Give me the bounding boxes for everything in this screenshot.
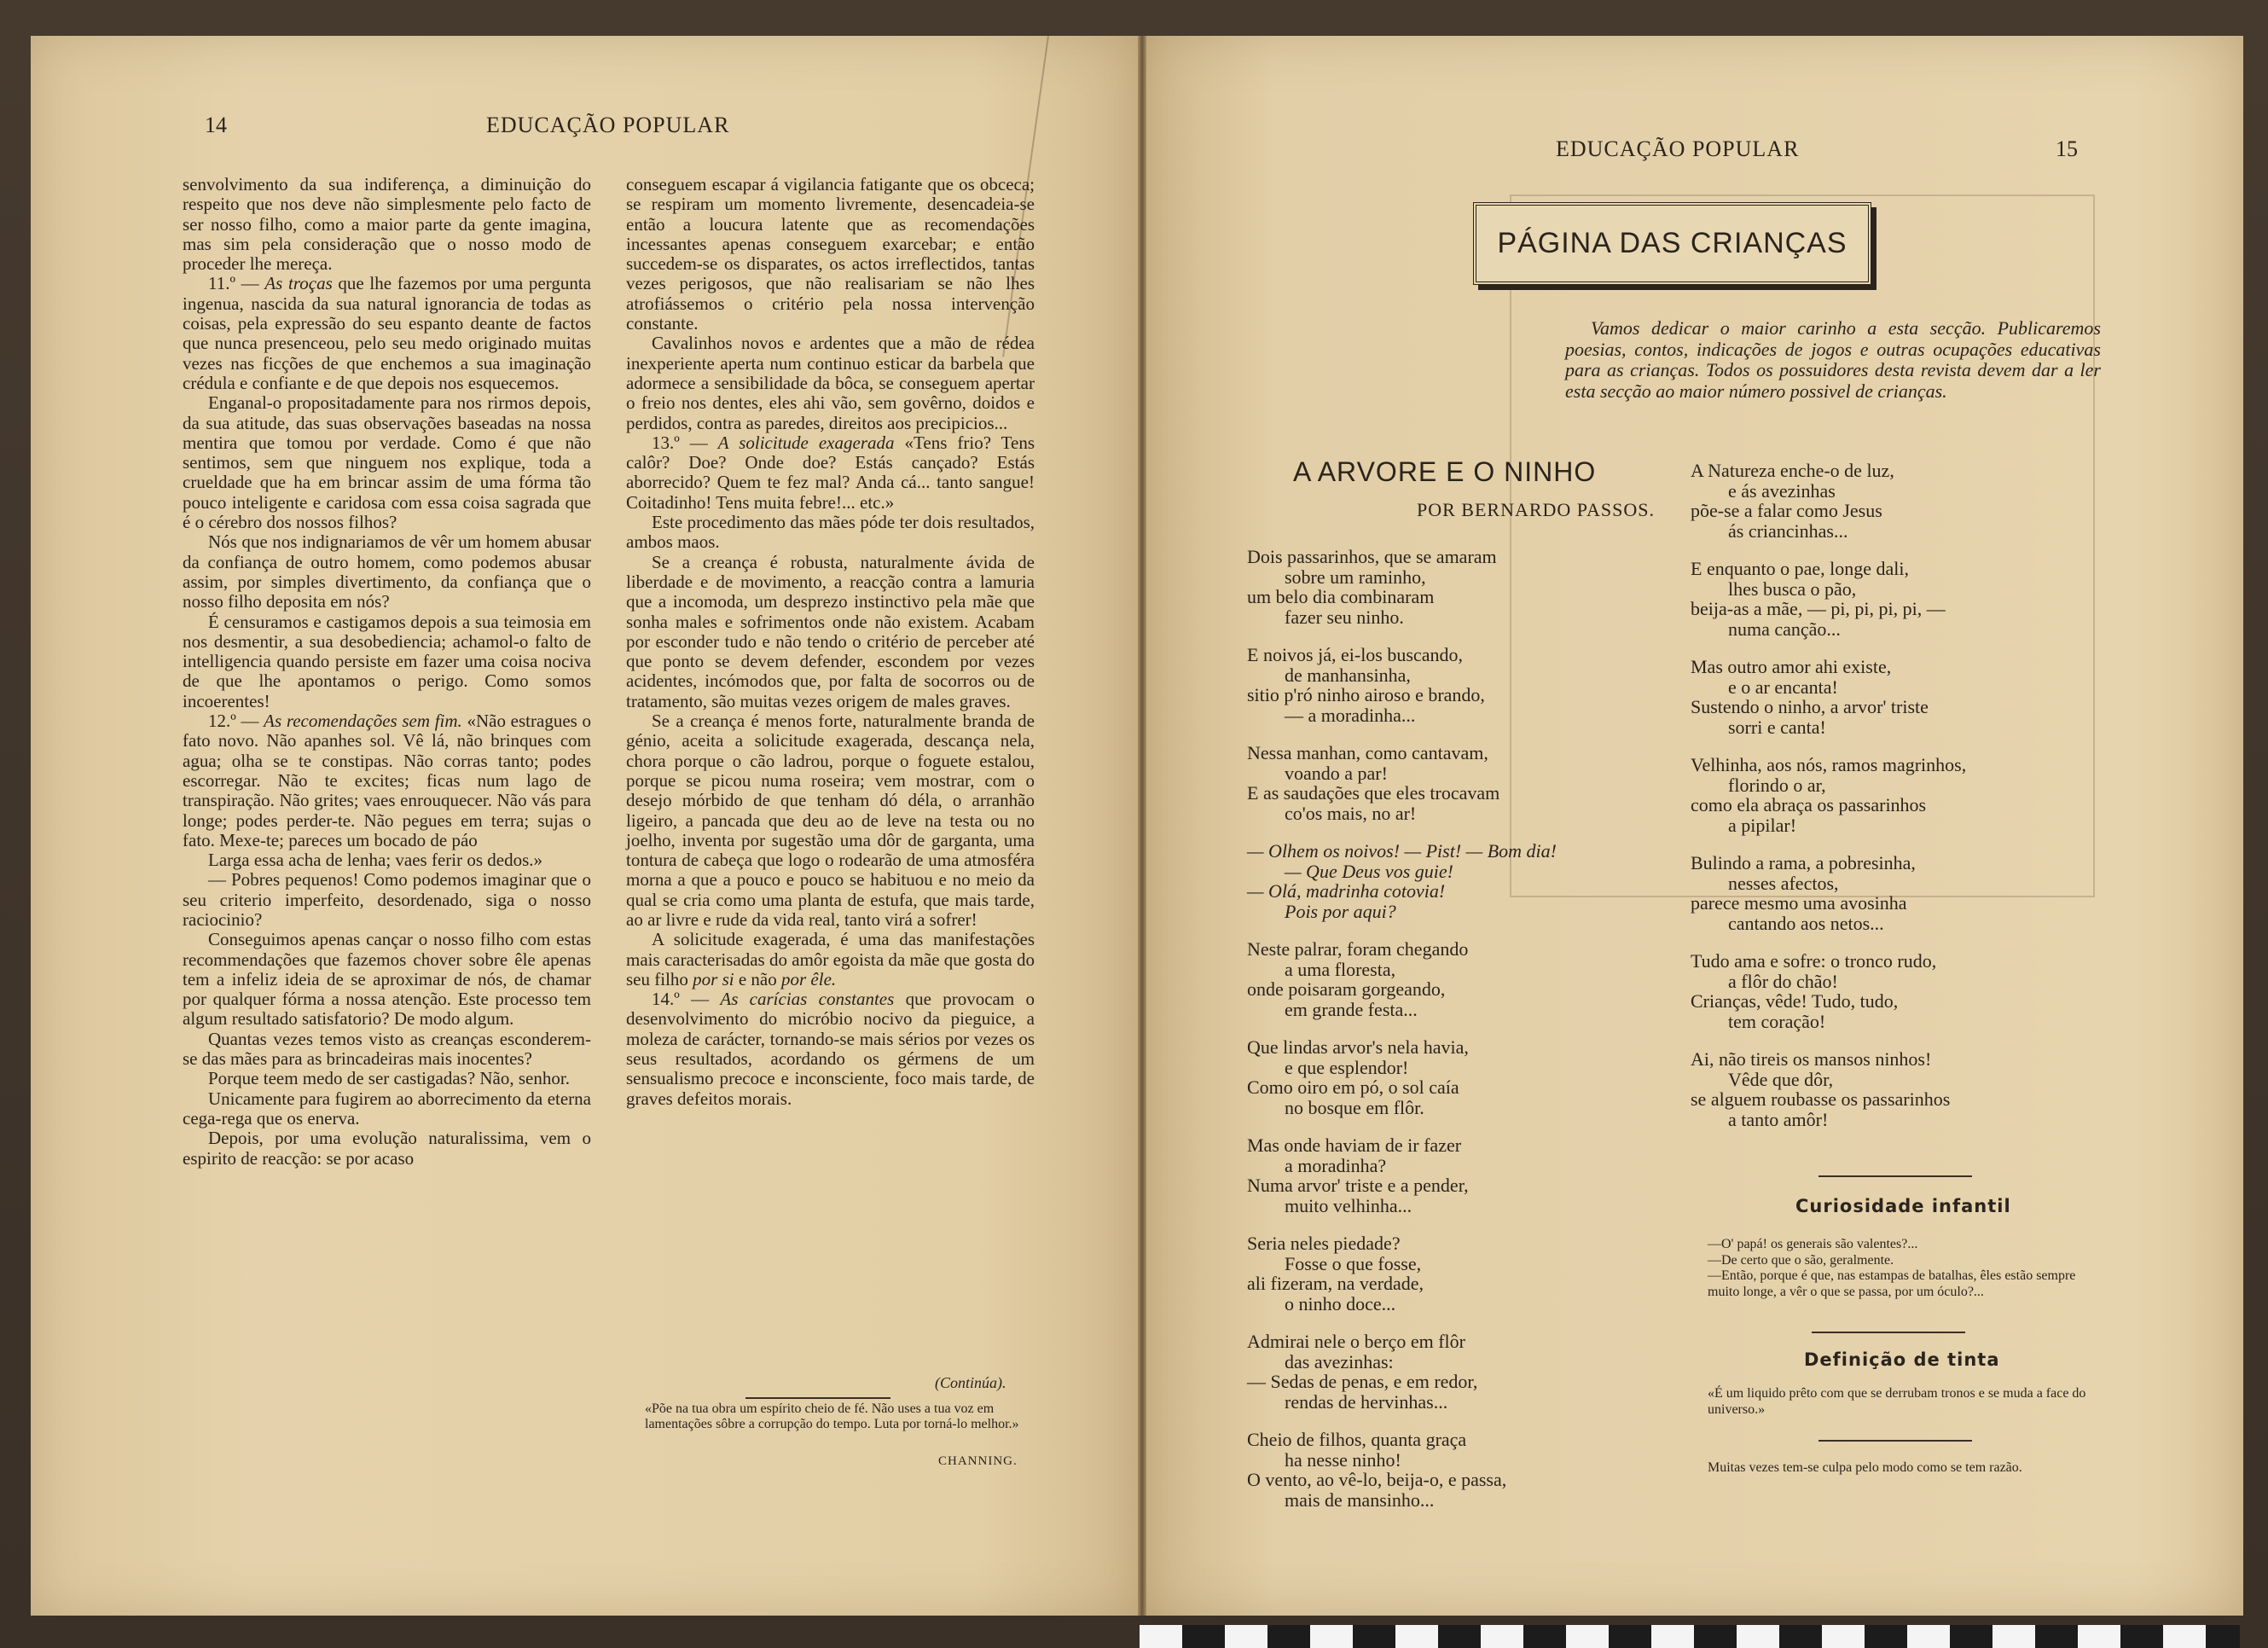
paragraph-text: Este procedimento das mães póde ter dois resultados, ambos maos. bbox=[626, 512, 1035, 553]
poem-line: Vêde que dôr, bbox=[1728, 1068, 1834, 1090]
separator-rule-3 bbox=[1818, 1440, 1972, 1442]
paragraph-text: É censuramos e castigamos depois a sua teimosia em nos desmentir, a sua desobediencia; achamol-o falto de intelligencia quando persiste em fazer uma coisa nociva de que lhe apontamos o perigo. Como somos incoerentes! bbox=[183, 611, 591, 711]
poem-line: co'os mais, no ar! bbox=[1285, 802, 1417, 824]
emphasis: por êle. bbox=[781, 968, 837, 989]
poem-line: ali fizeram, na verdade, bbox=[1247, 1273, 1424, 1294]
paragraph bbox=[183, 1129, 591, 1169]
paragraph-text: que provocam o desenvolvimento do micróbio nocivo da pieguice, a moleza de carácter, tornando-se mais sérios por vezes os seus resultados, acordando os gérmens de um sensualismo precoce e inconsciente, foco mais tarde, de graves defeitos morais. bbox=[626, 989, 1035, 1109]
poem-line: Que lindas arvor's nela havia, bbox=[1247, 1036, 1469, 1058]
poem-line: Fosse o que fosse, bbox=[1285, 1252, 1422, 1274]
poem-line: Seria neles piedade? bbox=[1247, 1233, 1401, 1254]
paragraph-text: Conseguimos apenas cançar o nosso filho com estas recommendações que fazemos chover sobre êle apenas tem a infeliz ideia de se aproximar de nós, de chamar por qualquer fórma a nossa atenção. Este processo tem algum resultado satisfatorio? De modo algum. bbox=[183, 929, 591, 1030]
poem-line: fazer seu ninho. bbox=[1285, 606, 1404, 628]
poem-column-1 bbox=[1247, 547, 1656, 1528]
poem-title: A ARVORE E O NINHO bbox=[1293, 456, 1597, 487]
poem-line: põe-se a falar como Jesus bbox=[1691, 500, 1882, 521]
paragraph bbox=[183, 612, 591, 711]
item-number: 13.º — bbox=[652, 432, 718, 453]
channing-quote bbox=[645, 1401, 1033, 1432]
poem-line: E as saudações que eles trocavam bbox=[1247, 782, 1500, 804]
paragraph-text: e não bbox=[734, 968, 781, 989]
final-maxim bbox=[1708, 1460, 2105, 1477]
item-number: 14.º — bbox=[652, 989, 721, 1010]
poem-line: a pipilar! bbox=[1728, 814, 1797, 836]
paragraph bbox=[183, 711, 591, 850]
definicao-text: «É um liquido prêto com que se derrubam tronos e se muda a face do universo.» bbox=[1708, 1386, 2086, 1417]
paragraph bbox=[183, 1030, 591, 1070]
poem-line: Admirai nele o berço em flôr bbox=[1247, 1331, 1465, 1352]
poem-line: das avezinhas: bbox=[1285, 1350, 1394, 1372]
poem-author: POR BERNARDO PASSOS. bbox=[1417, 499, 1656, 520]
poem-line: e ás avezinhas bbox=[1728, 479, 1836, 502]
poem-line: Tudo ama e sofre: o tronco rudo, bbox=[1691, 950, 1937, 972]
poem-line: como ela abraça os passarinhos bbox=[1691, 794, 1927, 815]
poem-line: — a moradinha... bbox=[1285, 704, 1416, 726]
poem-line: Pois por aqui? bbox=[1285, 900, 1396, 922]
poem-line: Ai, não tireis os mansos ninhos! bbox=[1691, 1048, 1932, 1070]
poem-line: lhes busca o pão, bbox=[1728, 577, 1857, 600]
poem-stanza bbox=[1247, 743, 1656, 823]
poem-line: A Natureza enche-o de luz, bbox=[1691, 460, 1894, 481]
item-heading: As troças bbox=[264, 273, 333, 294]
poem-line: Crianças, vêde! Tudo, tudo, bbox=[1691, 990, 1899, 1012]
poem-line: mais de mansinho... bbox=[1285, 1488, 1435, 1511]
poem-line: parece mesmo uma avosinha bbox=[1691, 892, 1907, 914]
poem-stanza bbox=[1691, 1049, 2117, 1129]
poem-line: a tanto amôr! bbox=[1728, 1108, 1829, 1130]
paragraph bbox=[626, 989, 1035, 1109]
poem-line: sobre um raminho, bbox=[1285, 566, 1426, 588]
scale-ruler bbox=[1140, 1625, 2240, 1648]
poem-stanza bbox=[1691, 755, 2117, 835]
poem-line: a flôr do chão! bbox=[1728, 970, 1838, 992]
paragraph-text: Porque teem medo de ser castigadas? Não, senhor. bbox=[208, 1068, 570, 1089]
paragraph-text: A solicitude exagerada, é uma das manifestações mais caracterisadas do amôr egoista da mãe que gosta do seu filho bbox=[626, 929, 1035, 989]
paragraph-text: Nós que nos indignariamos de vêr um homem abusar da confiança de outro homem, como podemos abusar assim, por simples divertimento, da confiança que o nosso filho deposita em nós? bbox=[183, 531, 591, 612]
poem-line: se alguem roubasse os passarinhos bbox=[1691, 1088, 1951, 1110]
definicao-block bbox=[1708, 1386, 2105, 1418]
poem-line: Sustendo o ninho, a arvor' triste bbox=[1691, 696, 1929, 717]
poem-stanza bbox=[1691, 657, 2117, 737]
poem-line: Bulindo a rama, a pobresinha, bbox=[1691, 852, 1916, 873]
paragraph bbox=[183, 175, 591, 274]
paragraph-text: Unicamente para fugirem ao aborrecimento da eterna cega-rega que os enerva. bbox=[183, 1088, 591, 1129]
paragraph-text: Se a creança é robusta, naturalmente ávida de liberdade e de movimento, a reacção contra a lamuria que a incomoda, um desprezo instinctivo pela mãe que sonha males e sofrimentos onde não existem. Acabam por esconder tudo e não tendo o critério de perceber até que ponto se devem defender, escondem por vezes acidentes, incómodos que, por falta de socorros ou de tratamento, são muitas vezes origem de males graves. bbox=[626, 551, 1035, 711]
separator-rule-2 bbox=[1812, 1332, 1965, 1333]
poem-stanza bbox=[1247, 1332, 1656, 1412]
poem-stanza bbox=[1247, 547, 1656, 627]
poem-stanza bbox=[1247, 939, 1656, 1019]
poem-stanza bbox=[1691, 461, 2117, 541]
channing-quote-text: «Põe na tua obra um espírito cheio de fé. Não uses a tua voz em lamentações sôbre a corrupção do tempo. Luta por torná-lo melhor.» bbox=[645, 1401, 1019, 1431]
paragraph-text: Se a creança é menos forte, naturalmente branda de génio, aceita a solicitude exagerada, descança nela, chora porque o cão ladrou, porque o foguete estalou, porque se picou numa roseira; vem mostrar, com o desejo mórbido de que tenham dó déla, o arranhão ligeiro, a pancada que deu ao de leve na testa ou no joelho, inventa por sugestão uma dôr de garganta, uma tontura de cabeça que logo o rodearão de uma atmosféra morna a que a pouco e pouco se habituou e no meio da qual se cria como uma planta de estufa, que mais tarde, ao ar livre e rude da vida real, tanto virá a sofrer! bbox=[626, 711, 1035, 930]
poem-line: florindo o ar, bbox=[1728, 774, 1826, 796]
definicao-title: Definição de tinta bbox=[1804, 1349, 2000, 1370]
poem-line: Mas onde haviam de ir fazer bbox=[1247, 1134, 1462, 1156]
poem-line: Numa arvor' triste e a pender, bbox=[1247, 1175, 1469, 1196]
poem-line: Cheio de filhos, quanta graça bbox=[1247, 1429, 1467, 1450]
paragraph bbox=[183, 1089, 591, 1129]
final-maxim-text: Muitas vezes tem-se culpa pelo modo como se tem razão. bbox=[1708, 1460, 2022, 1475]
curiosidade-dialogue bbox=[1708, 1237, 2098, 1300]
dialogue-line: —Então, porque é que, nas estampas de batalhas, êles estão sempre muito longe, a vêr o que se passa, por um óculo?... bbox=[1708, 1268, 2076, 1299]
dialogue-line: —De certo que o são, geralmente. bbox=[1708, 1252, 1894, 1268]
paragraph-text: Larga essa acha de lenha; vaes ferir os dedos.» bbox=[208, 850, 543, 871]
paragraph bbox=[626, 930, 1035, 989]
poem-line: O vento, ao vê-lo, beija-o, e passa, bbox=[1247, 1469, 1507, 1490]
paragraph-text: — Pobres pequenos! Como podemos imaginar que o seu criterio imperfeito, desordenado, siga o nosso raciocinio? bbox=[183, 869, 591, 930]
poem-stanza bbox=[1247, 841, 1656, 921]
poem-line: — Olá, madrinha cotovia! bbox=[1247, 880, 1446, 902]
poem-line: e que esplendor! bbox=[1285, 1056, 1409, 1078]
poem-stanza bbox=[1247, 1135, 1656, 1216]
left-column-1 bbox=[183, 175, 591, 1169]
poem-stanza bbox=[1691, 559, 2117, 639]
item-number: 12.º — bbox=[208, 711, 264, 732]
poem-line: muito velhinha... bbox=[1285, 1194, 1412, 1216]
poem-line: — Olhem os noivos! — Pist! — Bom dia! bbox=[1247, 840, 1557, 862]
poem-line: a uma floresta, bbox=[1285, 958, 1396, 980]
poem-line: sorri e canta! bbox=[1728, 716, 1826, 738]
paragraph bbox=[183, 532, 591, 612]
poem-line: ha nesse ninho! bbox=[1285, 1448, 1401, 1471]
section-title-box bbox=[1473, 202, 1871, 285]
item-number: 11.º — bbox=[208, 273, 265, 294]
book-gutter bbox=[1138, 36, 1146, 1616]
poem-line: rendas de hervinhas... bbox=[1285, 1390, 1448, 1413]
poem-line: Nessa manhan, como cantavam, bbox=[1247, 742, 1488, 763]
poem-line: no bosque em flôr. bbox=[1285, 1096, 1424, 1118]
poem-line: Velhinha, aos nós, ramos magrinhos, bbox=[1691, 754, 1967, 775]
poem-line: e o ar encanta! bbox=[1728, 676, 1838, 698]
poem-stanza bbox=[1691, 853, 2117, 933]
left-page-number: 14 bbox=[205, 113, 227, 137]
separator-rule-1 bbox=[1818, 1175, 1972, 1177]
paragraph bbox=[626, 711, 1035, 930]
paragraph-text: «Tens frio? Tens calôr? Doe? Onde doe? Estás cançado? Estás aborrecido? Quem te fez mal? Anda cá... tanto sangue! Coitadinho! Tens muita febre!... etc.» bbox=[626, 432, 1035, 513]
paragraph-text: conseguem escapar á vigilancia fatigante que os obceca; se respiram um momento livremente, desencadeia-se então a loucura latente que as recomendações incessantes apenas conseguem exarcebar; e então succedem-se os disparates, os actos irreflectidos, tantas vezes perigosos, que não realisariam se não lhes atrofiássemos o critério pela nossa intervenção constante. bbox=[626, 174, 1035, 334]
paragraph-text: «Não estragues o fato novo. Não apanhes sol. Vê lá, não brinques com agua; olha se te constipas. Não corras tanto; podes escorregar. Não te excites; ficas num lago de transpiração. Não grites; vaes enrouquecer. Não vás para longe; podes perder-te. Não pegues em terra; sujas o fato. Mexe-te; pareces um bocado de páo bbox=[183, 711, 592, 850]
continua-note: (Continúa). bbox=[935, 1374, 1006, 1391]
paragraph bbox=[626, 433, 1035, 513]
poem-line: ás criancinhas... bbox=[1728, 519, 1848, 542]
paragraph-text: Quantas vezes temos visto as creanças esconderem-se das mães para as brincadeiras mais inocentes? bbox=[183, 1028, 591, 1070]
poem-line: E noivos já, ei-los buscando, bbox=[1247, 644, 1463, 665]
poem-line: a moradinha? bbox=[1285, 1154, 1387, 1176]
poem-line: numa canção... bbox=[1728, 618, 1841, 640]
section-intro bbox=[1565, 318, 2101, 402]
poem-line: tem coração! bbox=[1728, 1010, 1826, 1032]
paragraph bbox=[183, 1069, 591, 1088]
poem-line: voando a par! bbox=[1285, 762, 1388, 784]
curiosidade-title: Curiosidade infantil bbox=[1795, 1196, 2011, 1216]
section-intro-text: Vamos dedicar o maior carinho a esta secção. Publicaremos poesias, contos, indicações de jogos e outras ocupações educativas para as crianças. Todos os possuidores desta revista devem dar a ler esta secção ao maior número possivel de crianças. bbox=[1565, 317, 2101, 402]
poem-line: nesses afectos, bbox=[1728, 872, 1839, 894]
item-heading: A solicitude exagerada bbox=[717, 432, 895, 453]
right-page-number: 15 bbox=[2056, 136, 2078, 161]
poem-line: onde poisaram gorgeando, bbox=[1247, 978, 1446, 1000]
poem-line: beija-as a mãe, — pi, pi, pi, pi, — bbox=[1691, 598, 1946, 619]
paragraph bbox=[183, 850, 591, 870]
left-running-head: EDUCAÇÃO POPULAR bbox=[486, 113, 730, 137]
poem-line: Neste palrar, foram chegando bbox=[1247, 938, 1469, 960]
poem-line: Dois passarinhos, que se amaram bbox=[1247, 546, 1497, 567]
paragraph-text: que lhe fazemos por uma pergunta ingenua, nascida da sua natural ignorancia de todas as coisas, pela expressão do seu espanto deante de factos que nunca presenceou, pelo seu medo originado muitas vezes nas ficções de que enchemos a sua imaginação crédula e confiante e de que depois nos esquecemos. bbox=[183, 273, 591, 393]
emphasis: por si bbox=[693, 968, 734, 989]
paragraph-text: Cavalinhos novos e ardentes que a mão de rédea inexperiente aperta num continuo esticar da barbela que adormece a sensibilidade da bôca, se conseguem apertar o freio nos dentes, eles ahi vão, sem govêrno, doidos e perdidos, contra as paredes, direitos aos precipicios... bbox=[626, 333, 1035, 433]
poem-line: sitio p'ró ninho airoso e brando, bbox=[1247, 684, 1485, 705]
item-heading: As carícias constantes bbox=[720, 989, 895, 1010]
poem-stanza bbox=[1247, 1233, 1656, 1314]
paragraph bbox=[626, 175, 1035, 334]
poem-stanza bbox=[1247, 1037, 1656, 1117]
poem-line: um belo dia combinaram bbox=[1247, 586, 1435, 607]
poem-line: o ninho doce... bbox=[1285, 1292, 1396, 1314]
poem-line: — Que Deus vos guie! bbox=[1285, 860, 1453, 882]
right-running-head: EDUCAÇÃO POPULAR bbox=[1556, 136, 1800, 161]
paragraph bbox=[626, 334, 1035, 432]
paragraph-text: Depois, por uma evolução naturalissima, vem o espirito de reacção: se por acaso bbox=[183, 1128, 591, 1169]
paragraph bbox=[183, 393, 591, 532]
poem-line: E enquanto o pae, longe dali, bbox=[1691, 558, 1909, 579]
poem-stanza bbox=[1247, 1430, 1656, 1510]
poem-line: em grande festa... bbox=[1285, 998, 1418, 1020]
paragraph bbox=[183, 274, 591, 393]
section-title: PÁGINA DAS CRIANÇAS bbox=[1497, 227, 1847, 259]
paragraph-text: senvolvimento da sua indiferença, a diminuição do respeito que nos deve não simplesmente pelo facto de ser nosso filho, como a maior parte da gente imagina, mas sim pela consideração que o nosso modo de proceder lhe mereça. bbox=[183, 174, 591, 275]
poem-line: Mas outro amor ahi existe, bbox=[1691, 656, 1892, 677]
paragraph bbox=[183, 930, 591, 1029]
poem-line: cantando aos netos... bbox=[1728, 912, 1884, 934]
poem-line: Como oiro em pó, o sol caía bbox=[1247, 1076, 1459, 1098]
poem-column-2 bbox=[1691, 461, 2117, 1147]
channing-signature: CHANNING. bbox=[938, 1454, 1018, 1468]
paragraph-text: Enganal-o propositadamente para nos rirmos depois, da sua atitude, das suas observações baseadas na nossa mentira que tomou por verdade. Como é que não sentimos, sem que ninguem nos explique, toda a crueldade que ha em brincar assim de uma fórma tão pouco inteligente e caridosa com essa coisa sagrada que é o cérebro dos nossos filhos? bbox=[183, 392, 591, 533]
poem-stanza bbox=[1247, 645, 1656, 725]
continua-rule bbox=[745, 1397, 890, 1399]
paragraph bbox=[183, 870, 591, 930]
dialogue-line: —O' papá! os generais são valentes?... bbox=[1708, 1237, 1918, 1251]
left-column-2 bbox=[626, 175, 1035, 1109]
item-heading: As recomendações sem fim. bbox=[264, 711, 462, 732]
paragraph bbox=[626, 553, 1035, 711]
poem-stanza bbox=[1691, 951, 2117, 1031]
paragraph bbox=[626, 513, 1035, 553]
poem-line: de manhansinha, bbox=[1285, 664, 1411, 686]
poem-line: — Sedas de penas, e em redor, bbox=[1247, 1371, 1478, 1392]
